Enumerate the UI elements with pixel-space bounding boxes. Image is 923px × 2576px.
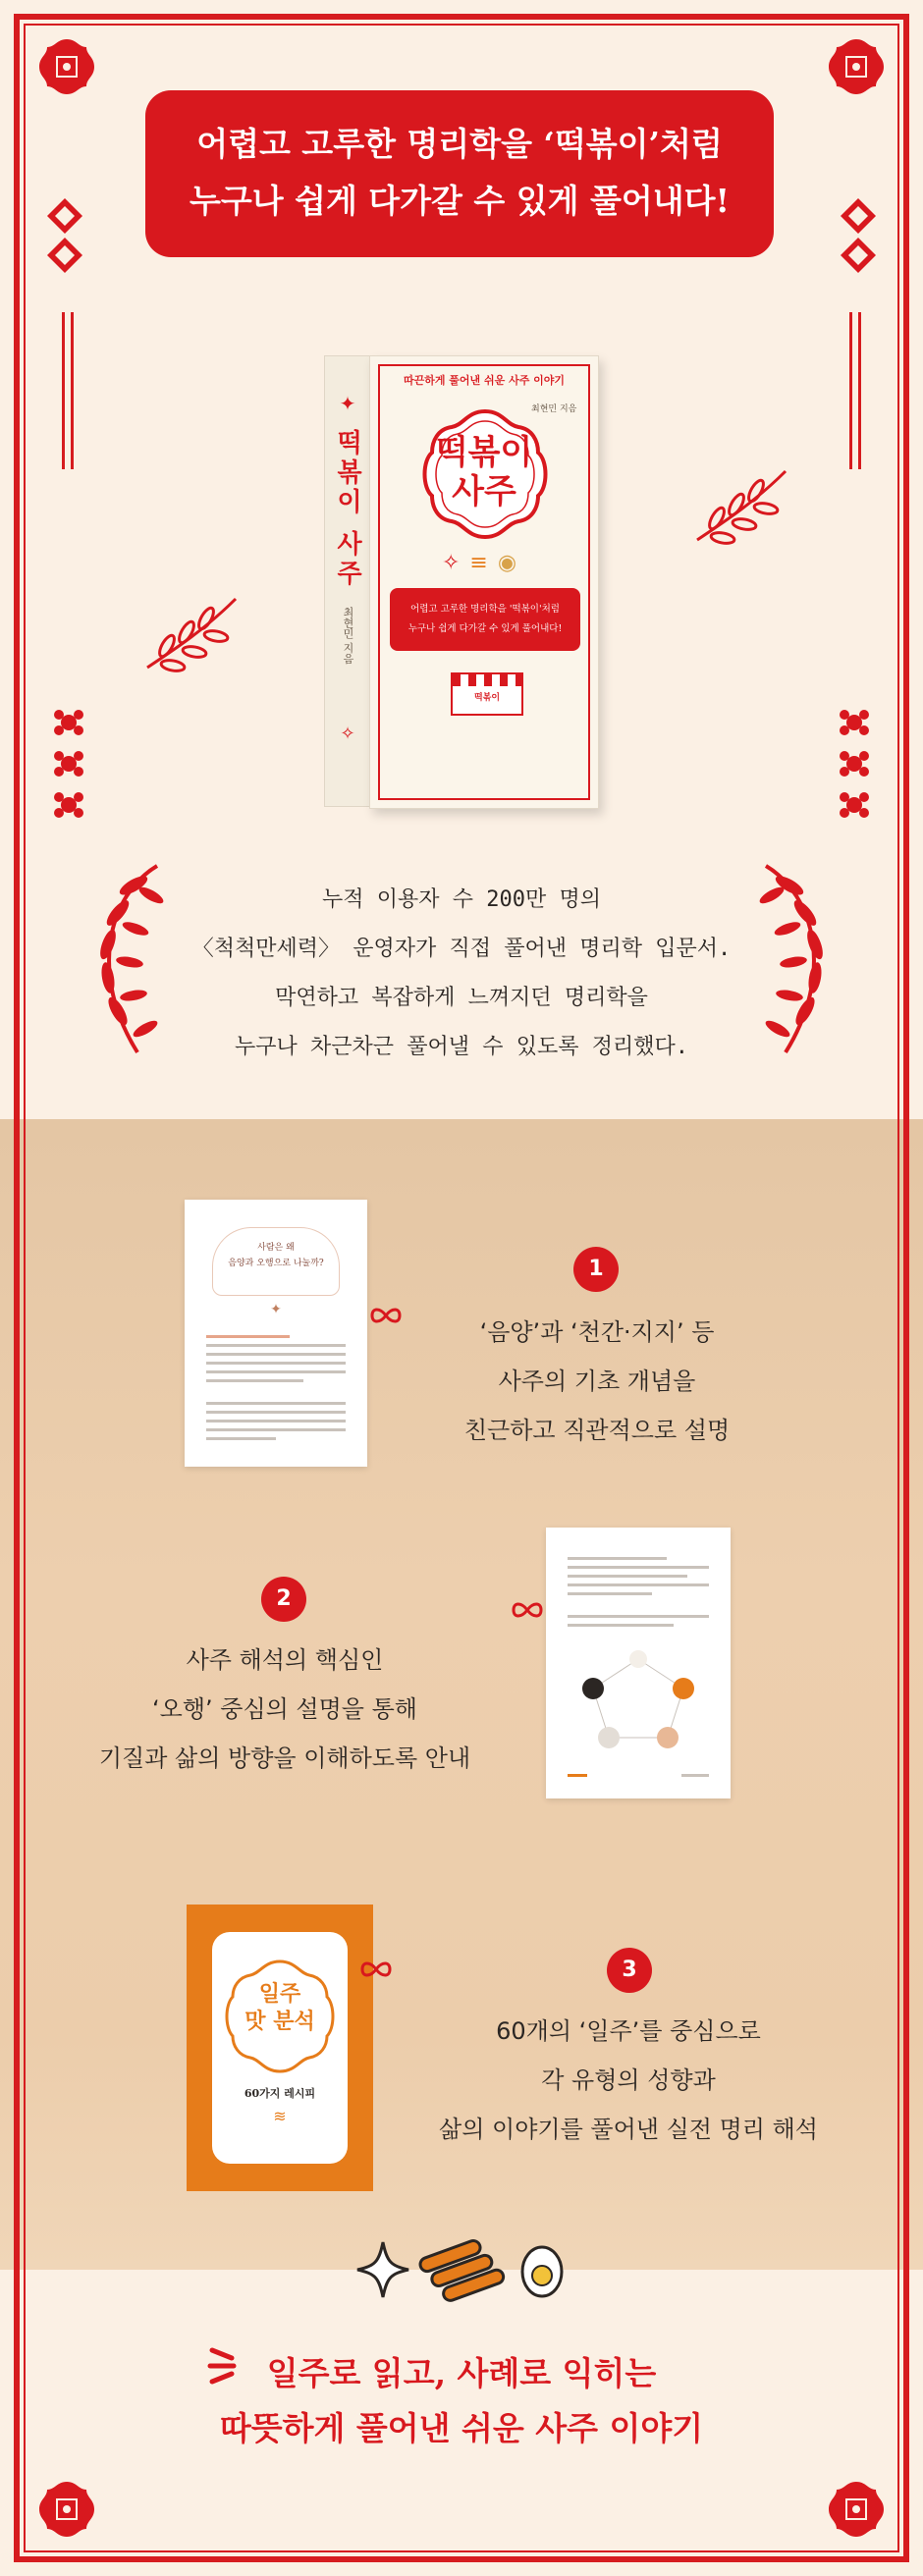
- corner-ornament-bottom-right: [825, 2478, 888, 2541]
- corner-ornament-top-left: [35, 35, 98, 98]
- page3-title-2: 맛 분석: [244, 2010, 315, 2034]
- feature-1-line-3: 친근하고 직관적으로 설명: [463, 1417, 731, 1444]
- vertical-line-right-2: [858, 312, 861, 469]
- closing-line-2: 따뜻하게 풀어낸 쉬운 사주 이야기: [219, 2409, 704, 2447]
- feature-number-2: 2: [261, 1577, 306, 1622]
- page1-heading-1: 사람은 왜: [257, 1243, 295, 1253]
- feature-3-line-3: 삶의 이야기를 풀어낸 실전 명리 해석: [439, 2116, 818, 2143]
- feature-text-1: [410, 1308, 784, 1455]
- flower-ornament-right: [837, 705, 872, 823]
- intro-line-2: 〈척척만세력〉 운영자가 직접 풀어낸 명리학 입문서.: [191, 937, 732, 961]
- sample-page-3: [187, 1905, 373, 2191]
- cover-icons: ✧≡◉: [441, 551, 527, 575]
- feature-2-line-1: 사주 해석의 핵심인: [186, 1646, 384, 1674]
- page1-heading-box: [212, 1227, 340, 1296]
- spine-title: 떡볶이 사주: [332, 429, 362, 590]
- feature-1-line-2: 사주의 기초 개념을: [498, 1368, 696, 1395]
- vertical-line-right: [849, 312, 852, 469]
- cover-stall-illustration: [451, 672, 523, 716]
- leaf-sprig-left: [137, 589, 245, 677]
- page3-subtitle: 60가지 레시피: [244, 2087, 316, 2100]
- feature-2-line-2: ‘오행’ 중심의 설명을 통해: [152, 1695, 417, 1723]
- infinity-connector-2: [511, 1600, 544, 1620]
- cover-tagline-2: 누구나 쉽게 다가갈 수 있게 풀어내다!: [407, 623, 563, 634]
- diamond-ornament-left: [45, 196, 84, 275]
- stall-sign: 떡볶이: [473, 693, 501, 703]
- feature-number-3: 3: [607, 1948, 652, 1993]
- page3-title: [187, 1981, 373, 2036]
- leaf-sprig-right: [687, 461, 795, 550]
- feature-2-line-3: 기질과 삶의 방향을 이해하도록 안내: [98, 1744, 471, 1772]
- page1-heading-2: 음양과 오행으로 나눌까?: [228, 1259, 324, 1268]
- food-icons: [353, 2234, 570, 2303]
- sample-page-1: 사람은 왜 음양과 오행으로 나눌까? ✦: [185, 1200, 367, 1467]
- book-spine: ✦ 떡볶이 사주 최현민 지음 ✧: [324, 355, 371, 807]
- corner-ornament-bottom-left: [35, 2478, 98, 2541]
- infinity-connector-1: [369, 1306, 403, 1325]
- book-author: 최현민 지음: [531, 404, 577, 414]
- flower-ornament-left: [51, 705, 86, 823]
- closing-line-1: 일주로 읽고, 사례로 익히는: [266, 2354, 657, 2392]
- intro-line-1: 누적 이용자 수 200만 명의: [322, 887, 601, 912]
- closing-text: [0, 2346, 923, 2456]
- corner-ornament-top-right: [825, 35, 888, 98]
- book-cover: [369, 355, 599, 809]
- cover-tagline-box: [390, 588, 580, 651]
- headline-banner: [145, 90, 774, 257]
- book-subtitle: 따끈하게 풀어낸 쉬운 사주 이야기: [403, 374, 566, 387]
- feature-3-line-2: 각 유형의 성향과: [541, 2066, 716, 2094]
- sample-page-2: [546, 1528, 731, 1798]
- vertical-line-left-2: [71, 312, 74, 469]
- spine-author: 최현민 지음: [342, 607, 354, 665]
- page3-title-1: 일주: [258, 1982, 301, 2007]
- vertical-line-left: [62, 312, 65, 469]
- cover-tagline-1: 어렵고 고루한 명리학을 '떡볶이'처럼: [410, 604, 560, 615]
- book-title-line-2: 사주: [452, 472, 516, 511]
- infinity-connector-3: [359, 1959, 393, 1979]
- five-elements-diagram: [546, 1639, 731, 1757]
- feature-number-1: 1: [573, 1247, 619, 1292]
- intro-line-4: 누구나 차근차근 풀어낼 수 있도록 정리했다.: [234, 1035, 688, 1059]
- intro-line-3: 막연하고 복잡하게 느껴지던 명리학을: [275, 986, 648, 1010]
- feature-text-2: [69, 1636, 501, 1783]
- book-title-line-1: 떡볶이: [435, 433, 533, 472]
- book-title: [370, 433, 598, 511]
- feature-1-line-1: ‘음양’과 ‘천간·지지’ 등: [479, 1318, 715, 1346]
- headline-line-2: 누구나 쉽게 다가갈 수 있게 풀어내다!: [189, 182, 731, 220]
- intro-text: [0, 876, 923, 1072]
- headline-line-1: 어렵고 고루한 명리학을 ‘떡볶이’처럼: [196, 125, 723, 163]
- diamond-ornament-right: [839, 196, 878, 275]
- feature-text-3: [412, 2007, 844, 2154]
- tteokbokki-icon: ≋: [273, 2107, 287, 2125]
- feature-3-line-1: 60개의 ‘일주’를 중심으로: [496, 2017, 761, 2045]
